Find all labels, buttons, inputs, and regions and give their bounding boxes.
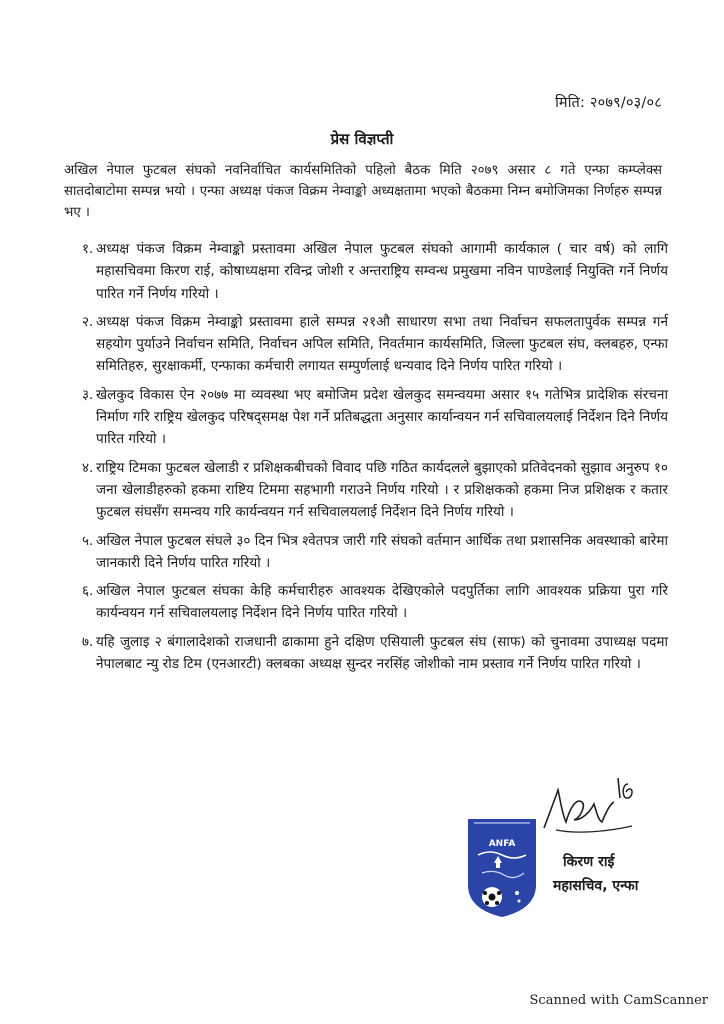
item-text: अखिल नेपाल फुटबल संघले ३० दिन भित्र श्वेतपत्र जारी गरि संघको वर्तमान आर्थिक तथा प्रशासनिक अवस्थाको बारेमा जानकारी दिने निर्णय पारित गरियो । — [96, 532, 668, 571]
item-number: ३. — [82, 386, 94, 403]
intro-paragraph: अखिल नेपाल फुटबल संघको नवनिर्वाचित कार्यसमितिको पहिलो बैठक मिति २०७९ असार ८ गते एन्फा कम्प्लेक्स सातदोबाटोमा सम्पन्न भयो । एन्फा अध्यक्ष पंकज विक्रम नेम्वाङ्को अध्यक्षतामा भएको बैठकमा निम्न बमोजिमका निर्णहरु सम्पन्न भए । — [64, 163, 662, 220]
signature — [536, 768, 640, 848]
list-item — [64, 530, 668, 575]
seal-text: ANFA — [488, 839, 516, 849]
item-number: ५. — [82, 532, 94, 549]
item-number: ४. — [82, 459, 94, 476]
item-number: ६. — [82, 583, 94, 600]
item-text: राष्ट्रिय टिमका फुटबल खेलाडी र प्रशिक्षकबीचको विवाद पछि गठित कार्यदलले बुझाएको प्रतिवेदनको सुझाव अनुरुप १० जना खेलाडीहरुको हकमा राष्टिय टिममा सहभागी गराउने निर्णय गरियो । र प्रशिक्षकको हकमा निज प्रशिक्षक र कतार फुटबल संघसँग समन्वय गरि कार्यन्वयन गर्न सचिवालयलाई निर्देशन दिने निर्णय गरियो । — [96, 459, 668, 521]
seal-shield — [468, 819, 536, 917]
signer-title: महासचिव, एन्फा — [553, 878, 639, 894]
date-line: मिति: २०७९/०३/०८ — [555, 95, 662, 111]
list-item — [64, 631, 668, 676]
item-text: खेलकुद विकास ऐन २०७७ मा व्यवस्था भए बमोजिम प्रदेश खेलकुद समन्वयमा असार १५ गतेभित्र प्रादेशिक संरचना निर्माण गरि राष्ट्रिय खेलकुद परिषद्समक्ष पेश गर्ने प्रतिबद्धता अनुसार कार्यान्वयन गर्न सचिवालयलाई निर्देशन दिने निर्णय पारित गरियो । — [96, 386, 668, 448]
list-item — [64, 238, 668, 305]
signer-name: किरण राई — [563, 854, 615, 870]
decision-list — [64, 238, 668, 681]
scanner-watermark: Scanned with CamScanner — [529, 993, 708, 1008]
item-number: ७. — [82, 633, 94, 650]
anfa-seal-logo — [464, 815, 540, 919]
page-title: प्रेस विज्ञप्ती — [330, 130, 394, 148]
item-number: १. — [82, 241, 94, 257]
item-text: अखिल नेपाल फुटबल संघका केहि कर्मचारीहरु आवश्यक देखिएकोले पदपुर्तिका लागि आवश्यक प्रक्रिया पुरा गरि कार्यन्वयन गर्न सचिवालयलाइ निर्देशन दिने निर्णय पारित गरियो । — [96, 583, 668, 622]
item-text: यहि जुलाइ २ बंगालादेशको राजधानी ढाकामा हुने दक्षिण एसियाली फुटबल संघ (साफ) को चुनावमा उपाध्यक्ष पदमा नेपालबाट न्यु रोड टिम (एनआरटी) क्लबका अध्यक्ष सुन्दर नरसिंह जोशीको नाम प्रस्ताव गर्ने निर्णय पारित गरियो । — [96, 633, 668, 673]
list-item — [64, 580, 668, 625]
item-text: अध्यक्ष पंकज विक्रम नेम्वाङ्को प्रस्तावमा हाले सम्पन्न २१औ साधारण सभा तथा निर्वाचन सफलतापुर्वक सम्पन्न गर्न सहयोग पुर्याउने निर्वाचन समिति, निर्वाचन अपिल समिति, निवर्तमान कार्यसमिति, जिल्ला फुटबल संघ, क्लबहरु, एन्फा समितिहरु, सुरक्षाकर्मी, एन्फाका कर्मचारी लगायत सम्पुर्णलाई धन्यवाद दिने निर्णय पारित गरियो । — [96, 313, 668, 375]
item-number: २. — [82, 313, 94, 330]
item-text: अध्यक्ष पंकज विक्रम नेम्वाङ्को प्रस्तावमा अखिल नेपाल फुटबल संघको आगामी कार्यकाल ( चार वर्ष) को लागि महासचिवमा किरण राई, कोषाध्यक्षमा रविन्द्र जोशी र अन्तराष्ट्रिय सम्वन्ध प्रमुखमा नविन पाण्डेलाई नियुक्ति गर्ने निर्णय पारित गर्ने निर्णय गरियो । — [96, 241, 668, 302]
list-item — [64, 384, 668, 451]
list-item — [64, 311, 668, 378]
list-item — [64, 457, 668, 524]
